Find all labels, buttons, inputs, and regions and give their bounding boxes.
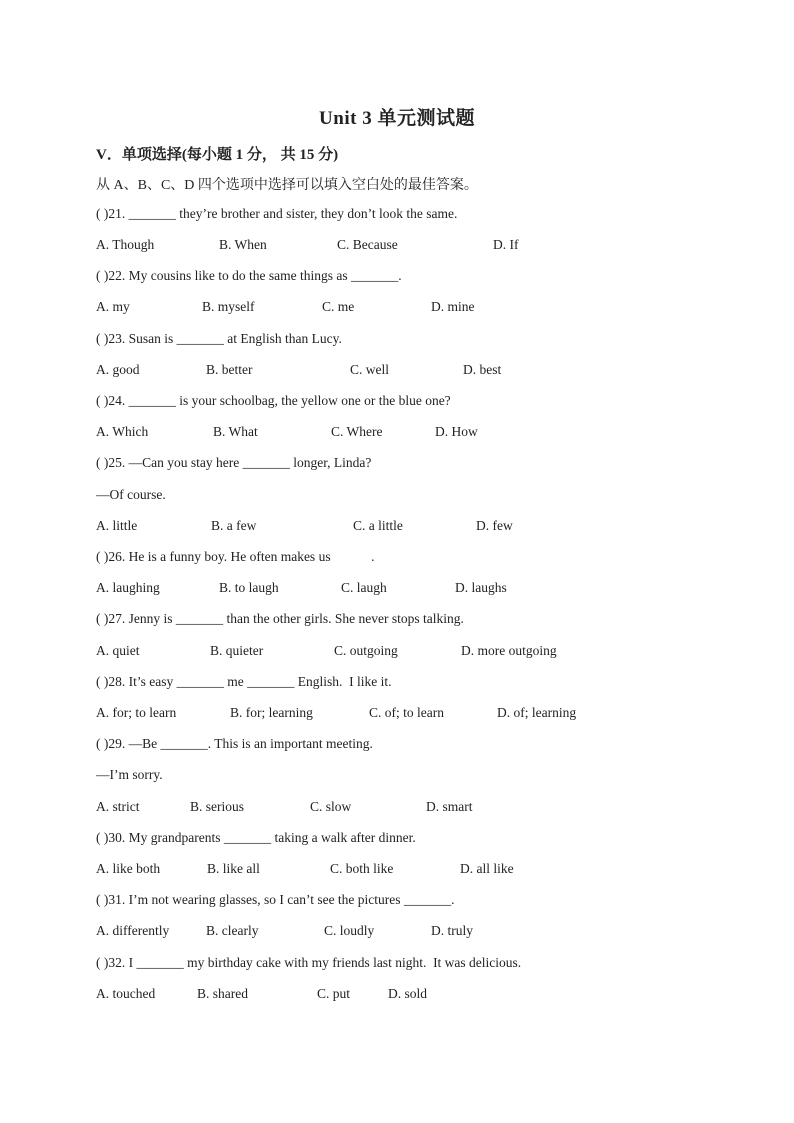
option-27-d: D. more outgoing	[461, 643, 557, 658]
question-29: ( )29. —Be _______. This is an important meeting.	[96, 736, 373, 751]
question-21: ( )21. _______ they’re brother and sister, they don’t look the same.	[96, 206, 458, 221]
option-22-b: B. myself	[202, 299, 255, 314]
option-23-c: C. well	[350, 362, 389, 377]
option-31-a: A. differently	[96, 923, 170, 938]
option-29-c: C. slow	[310, 799, 352, 814]
option-22-a: A. my	[96, 299, 130, 314]
option-31-b: B. clearly	[206, 923, 259, 938]
option-24-c: C. Where	[331, 424, 383, 439]
question-24: ( )24. _______ is your schoolbag, the yellow one or the blue one?	[96, 393, 451, 408]
option-30-b: B. like all	[207, 861, 260, 876]
option-30-a: A. like both	[96, 861, 161, 876]
option-24-b: B. What	[213, 424, 258, 439]
option-25-b: B. a few	[211, 518, 257, 533]
option-27-b: B. quieter	[210, 643, 264, 658]
option-21-a: A. Though	[96, 237, 155, 252]
question-25: ( )25. —Can you stay here _______ longer, Linda?	[96, 455, 372, 470]
option-32-b: B. shared	[197, 986, 248, 1001]
option-26-d: D. laughs	[455, 580, 507, 595]
option-26-b: B. to laugh	[219, 580, 279, 595]
question-22: ( )22. My cousins like to do the same things as _______.	[96, 268, 402, 283]
option-22-c: C. me	[322, 299, 355, 314]
question-29-reply: —I’m sorry.	[96, 767, 163, 782]
question-25-reply: —Of course.	[96, 487, 166, 502]
option-27-a: A. quiet	[96, 643, 140, 658]
option-29-b: B. serious	[190, 799, 244, 814]
option-25-d: D. few	[476, 518, 513, 533]
option-21-c: C. Because	[337, 237, 398, 252]
option-31-d: D. truly	[431, 923, 473, 938]
option-24-d: D. How	[435, 424, 478, 439]
option-27-c: C. outgoing	[334, 643, 398, 658]
option-24-a: A. Which	[96, 424, 149, 439]
option-28-b: B. for; learning	[230, 705, 313, 720]
option-28-d: D. of; learning	[497, 705, 577, 720]
option-25-a: A. little	[96, 518, 138, 533]
option-26-a: A. laughing	[96, 580, 160, 595]
option-28-a: A. for; to learn	[96, 705, 177, 720]
question-26: ( )26. He is a funny boy. He often makes us .	[96, 549, 375, 564]
instruction: 从 A、B、C、D 四个选项中选择可以填入空白处的最佳答案。	[96, 178, 478, 193]
question-31: ( )31. I’m not wearing glasses, so I can’t see the pictures _______.	[96, 892, 455, 907]
option-22-d: D. mine	[431, 299, 475, 314]
option-32-c: C. put	[317, 986, 351, 1001]
option-25-c: C. a little	[353, 518, 403, 533]
question-32: ( )32. I _______ my birthday cake with my friends last night. It was delicious.	[96, 955, 522, 970]
option-31-c: C. loudly	[324, 923, 375, 938]
option-23-d: D. best	[463, 362, 502, 377]
section-heading: V．单项选择(每小题 1 分， 共 15 分)	[96, 147, 339, 163]
option-21-b: B. When	[219, 237, 267, 252]
option-32-d: D. sold	[388, 986, 428, 1001]
option-21-d: D. If	[493, 237, 519, 252]
page-title	[0, 103, 794, 130]
option-28-c: C. of; to learn	[369, 705, 444, 720]
option-32-a: A. touched	[96, 986, 156, 1001]
option-29-a: A. strict	[96, 799, 140, 814]
option-29-d: D. smart	[426, 799, 473, 814]
option-30-c: C. both like	[330, 861, 394, 876]
option-23-b: B. better	[206, 362, 253, 377]
option-26-c: C. laugh	[341, 580, 387, 595]
option-23-a: A. good	[96, 362, 140, 377]
question-30: ( )30. My grandparents _______ taking a walk after dinner.	[96, 830, 416, 845]
page-title-text: Unit 3 单元测试题	[319, 108, 475, 129]
question-27: ( )27. Jenny is _______ than the other girls. She never stops talking.	[96, 611, 464, 626]
option-30-d: D. all like	[460, 861, 514, 876]
question-28: ( )28. It’s easy _______ me _______ English. I like it.	[96, 674, 392, 689]
question-23: ( )23. Susan is _______ at English than Lucy.	[96, 331, 342, 346]
